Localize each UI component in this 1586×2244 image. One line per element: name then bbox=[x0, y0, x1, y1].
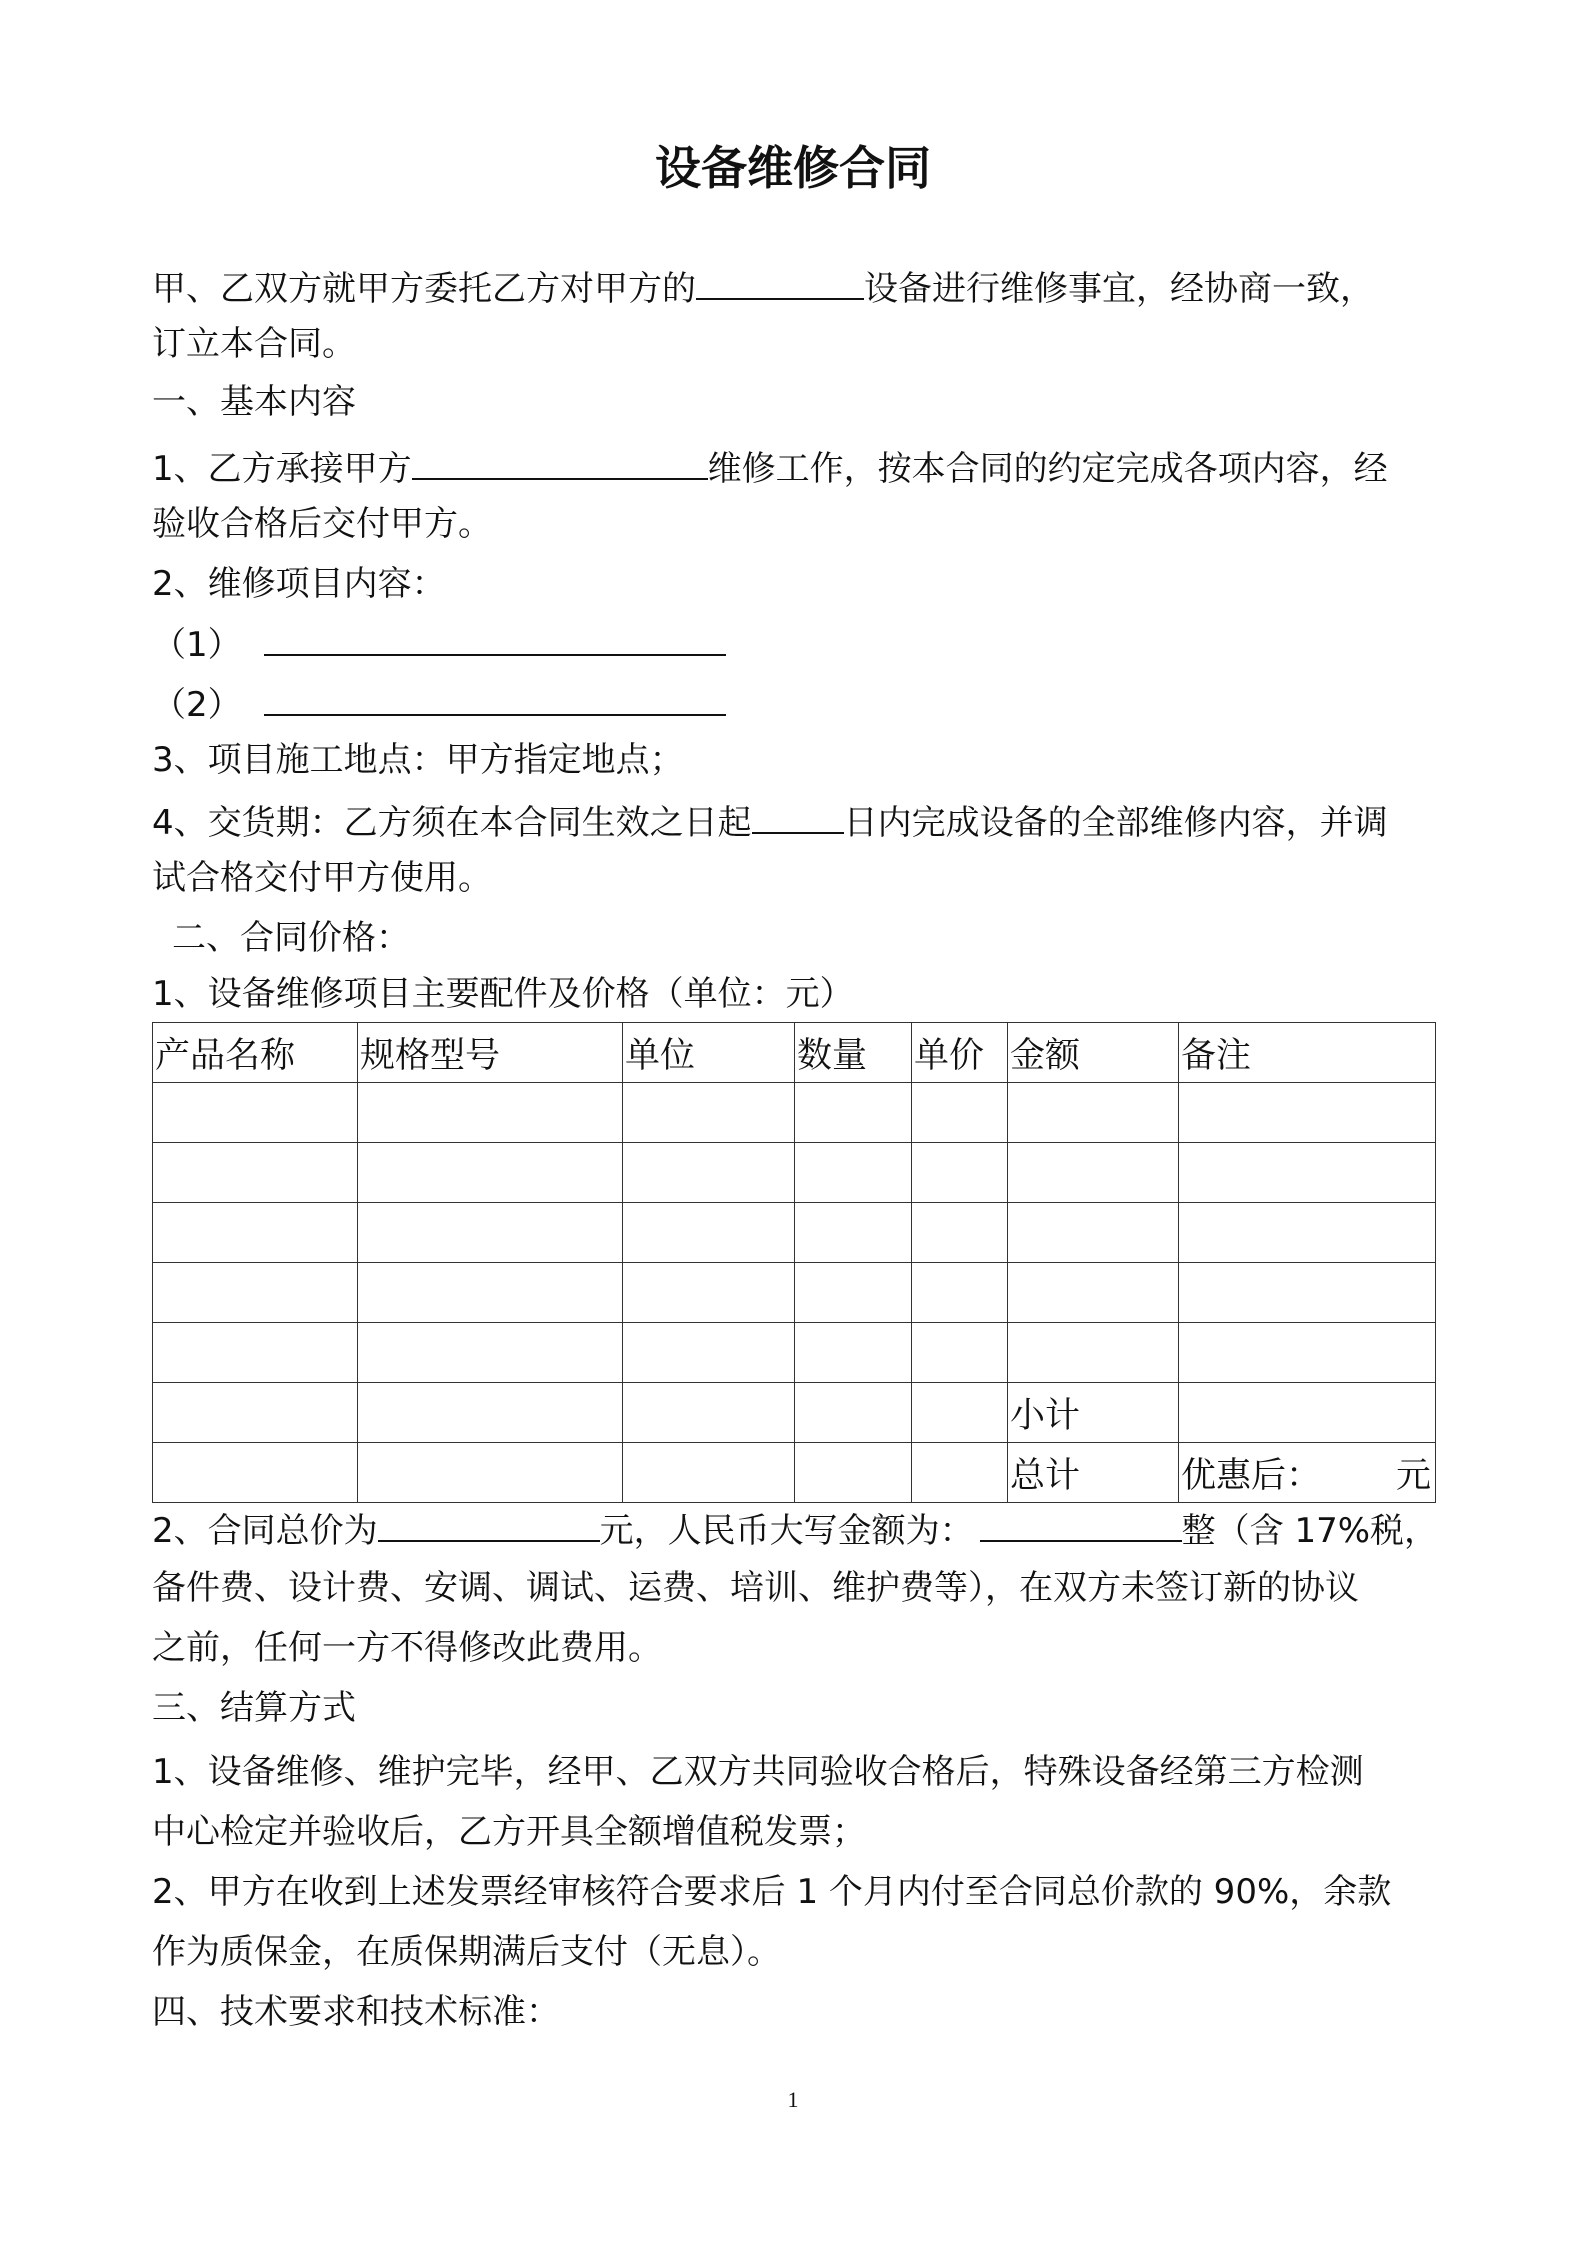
table-cell[interactable] bbox=[1179, 1203, 1436, 1263]
discount-cell[interactable] bbox=[1179, 1443, 1436, 1503]
table-cell[interactable] bbox=[795, 1383, 912, 1443]
col-header-remarks: 备注 bbox=[1179, 1023, 1436, 1083]
table-cell[interactable] bbox=[358, 1263, 623, 1323]
table-row bbox=[153, 1083, 1436, 1143]
s1-item-1-cont: 验收合格后交付甲方。 bbox=[152, 504, 492, 544]
delivery-days-blank[interactable] bbox=[752, 796, 844, 834]
table-cell[interactable] bbox=[912, 1263, 1008, 1323]
s3-item-2-cont: 作为质保金，在质保期满后支付（无息）。 bbox=[152, 1932, 781, 1972]
table-cell[interactable] bbox=[1179, 1143, 1436, 1203]
table-cell[interactable] bbox=[358, 1143, 623, 1203]
s1-item-1 bbox=[152, 442, 1388, 493]
table-cell[interactable] bbox=[358, 1443, 623, 1503]
table-cell[interactable] bbox=[358, 1383, 623, 1443]
s1-item-4-text-b: 日内完成设备的全部维修内容，并调 bbox=[843, 803, 1388, 843]
table-cell[interactable] bbox=[1179, 1323, 1436, 1383]
table-cell[interactable] bbox=[358, 1323, 623, 1383]
subtotal-value-cell[interactable] bbox=[1179, 1383, 1436, 1443]
total-label: 总计 bbox=[1008, 1443, 1179, 1503]
section-4-heading: 四、技术要求和技术标准： bbox=[152, 1992, 560, 2032]
s1-item-1-text-b: 维修工作，按本合同的约定完成各项内容，经 bbox=[707, 449, 1388, 489]
table-cell[interactable] bbox=[795, 1443, 912, 1503]
col-header-unit-price: 单价 bbox=[912, 1023, 1008, 1083]
s3-item-2: 2、甲方在收到上述发票经审核符合要求后 1 个月内付至合同总价款的 90%，余款 bbox=[152, 1872, 1392, 1912]
subtotal-label: 小计 bbox=[1008, 1383, 1179, 1443]
s1-item-4 bbox=[152, 796, 1388, 847]
s2-item-2-text-a: 2、合同总价为 bbox=[152, 1511, 378, 1551]
table-cell[interactable] bbox=[623, 1383, 795, 1443]
table-row bbox=[153, 1143, 1436, 1203]
table-cell[interactable] bbox=[795, 1143, 912, 1203]
table-cell[interactable] bbox=[795, 1203, 912, 1263]
table-cell[interactable] bbox=[623, 1083, 795, 1143]
table-cell[interactable] bbox=[1179, 1263, 1436, 1323]
table-cell[interactable] bbox=[623, 1323, 795, 1383]
section-2-heading: 二、合同价格： bbox=[172, 918, 410, 958]
table-cell[interactable] bbox=[1008, 1263, 1179, 1323]
table-cell[interactable] bbox=[912, 1323, 1008, 1383]
table-cell[interactable] bbox=[795, 1083, 912, 1143]
table-cell[interactable] bbox=[623, 1443, 795, 1503]
table-cell[interactable] bbox=[1008, 1203, 1179, 1263]
s2-item-2-cont-2: 之前，任何一方不得修改此费用。 bbox=[152, 1628, 662, 1668]
table-cell[interactable] bbox=[1179, 1083, 1436, 1143]
table-cell[interactable] bbox=[153, 1083, 358, 1143]
subtotal-row bbox=[153, 1383, 1436, 1443]
table-cell[interactable] bbox=[912, 1443, 1008, 1503]
col-header-amount: 金额 bbox=[1008, 1023, 1179, 1083]
s3-item-1: 1、设备维修、维护完毕，经甲、乙双方共同验收合格后，特殊设备经第三方检测 bbox=[152, 1752, 1364, 1792]
table-cell[interactable] bbox=[795, 1263, 912, 1323]
table-cell[interactable] bbox=[912, 1383, 1008, 1443]
intro-text-b: 设备进行维修事宜，经协商一致， bbox=[864, 269, 1374, 309]
sub-item-1 bbox=[152, 618, 726, 669]
table-cell[interactable] bbox=[912, 1083, 1008, 1143]
table-cell[interactable] bbox=[1008, 1143, 1179, 1203]
table-cell[interactable] bbox=[153, 1263, 358, 1323]
discount-unit: 元 bbox=[1395, 1455, 1431, 1495]
table-cell[interactable] bbox=[153, 1143, 358, 1203]
sub-item-1-label: （1） bbox=[152, 625, 242, 665]
s2-item-2-text-c: 整（含 17%税， bbox=[1181, 1511, 1439, 1551]
table-cell[interactable] bbox=[623, 1203, 795, 1263]
table-cell[interactable] bbox=[153, 1203, 358, 1263]
s1-item-1-text-a: 1、乙方承接甲方 bbox=[152, 449, 412, 489]
intro-line-2: 订立本合同。 bbox=[152, 324, 356, 364]
col-header-unit: 单位 bbox=[623, 1023, 795, 1083]
repair-scope-blank[interactable] bbox=[412, 442, 708, 480]
sub-item-2-blank[interactable] bbox=[264, 678, 726, 716]
table-cell[interactable] bbox=[623, 1263, 795, 1323]
s2-item-2-cont-1: 备件费、设计费、安调、调试、运费、培训、维护费等），在双方未签订新的协议 bbox=[152, 1568, 1359, 1608]
col-header-spec-model: 规格型号 bbox=[358, 1023, 623, 1083]
sub-item-2 bbox=[152, 678, 726, 729]
table-cell[interactable] bbox=[1008, 1083, 1179, 1143]
table-cell[interactable] bbox=[795, 1323, 912, 1383]
section-3-heading: 三、结算方式 bbox=[152, 1688, 356, 1728]
s2-item-2-text-b: 元，人民币大写金额为： bbox=[599, 1511, 974, 1551]
parts-price-table bbox=[152, 1022, 1436, 1503]
s2-item-2 bbox=[152, 1504, 1438, 1555]
s1-item-3: 3、项目施工地点：甲方指定地点； bbox=[152, 740, 684, 780]
table-cell[interactable] bbox=[153, 1323, 358, 1383]
s3-item-1-cont: 中心检定并验收后，乙方开具全额增值税发票； bbox=[152, 1812, 866, 1852]
table-cell[interactable] bbox=[358, 1203, 623, 1263]
section-1-heading: 一、基本内容 bbox=[152, 382, 356, 422]
table-cell[interactable] bbox=[912, 1203, 1008, 1263]
table-cell[interactable] bbox=[153, 1443, 358, 1503]
table-cell[interactable] bbox=[623, 1143, 795, 1203]
table-cell[interactable] bbox=[1008, 1323, 1179, 1383]
col-header-quantity: 数量 bbox=[795, 1023, 912, 1083]
total-price-capital-blank[interactable] bbox=[980, 1504, 1182, 1542]
table-row bbox=[153, 1323, 1436, 1383]
intro-line-1 bbox=[152, 262, 1374, 313]
sub-item-2-label: （2） bbox=[152, 685, 242, 725]
total-price-blank[interactable] bbox=[378, 1504, 600, 1542]
discount-label: 优惠后： bbox=[1181, 1455, 1322, 1495]
document-title: 设备维修合同 bbox=[655, 141, 931, 195]
s1-item-4-text-a: 4、交货期：乙方须在本合同生效之日起 bbox=[152, 803, 752, 843]
s1-item-2: 2、维修项目内容： bbox=[152, 564, 446, 604]
table-header-row bbox=[153, 1023, 1436, 1083]
table-cell[interactable] bbox=[912, 1143, 1008, 1203]
intro-text-a: 甲、乙双方就甲方委托乙方对甲方的 bbox=[152, 269, 696, 309]
table-row bbox=[153, 1263, 1436, 1323]
table-cell[interactable] bbox=[153, 1383, 358, 1443]
total-row bbox=[153, 1443, 1436, 1503]
col-header-product-name: 产品名称 bbox=[153, 1023, 358, 1083]
table-row bbox=[153, 1203, 1436, 1263]
page-number: 1 bbox=[787, 2087, 799, 2112]
sub-item-1-blank[interactable] bbox=[264, 618, 726, 656]
s2-item-1: 1、设备维修项目主要配件及价格（单位：元） bbox=[152, 974, 854, 1014]
s1-item-4-cont: 试合格交付甲方使用。 bbox=[152, 858, 492, 898]
table-cell[interactable] bbox=[358, 1083, 623, 1143]
equipment-name-blank[interactable] bbox=[696, 262, 864, 300]
